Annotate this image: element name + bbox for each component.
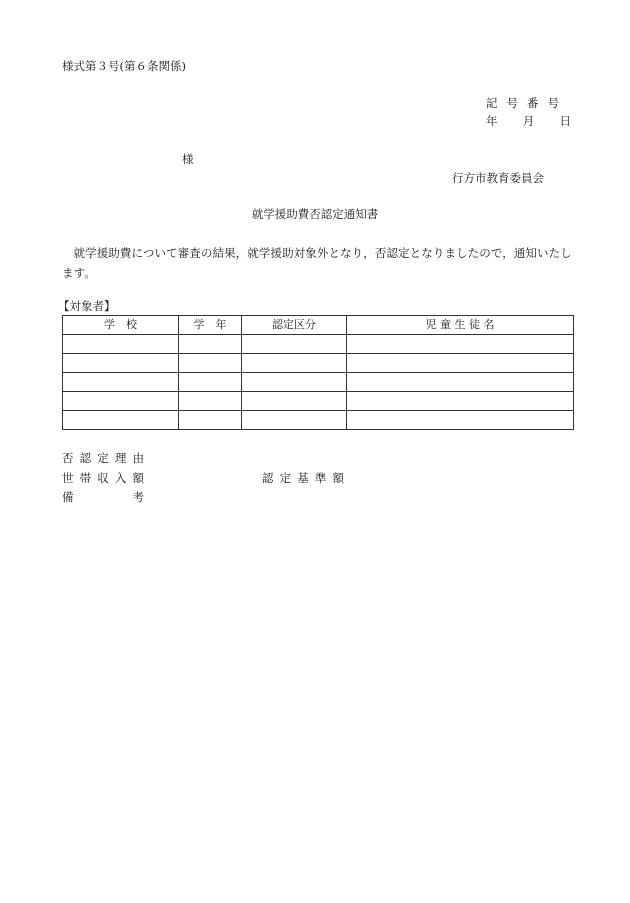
table-cell <box>347 354 574 373</box>
addressee-honorific: 様 <box>182 152 194 166</box>
column-header-school: 学 校 <box>63 316 179 335</box>
table-cell <box>242 373 347 392</box>
label-char: 由 <box>132 451 144 465</box>
table-row <box>63 411 574 430</box>
table-row <box>63 354 574 373</box>
label-char: 定 <box>279 471 292 485</box>
table-cell <box>242 411 347 430</box>
table-row <box>63 373 574 392</box>
table-cell <box>63 373 179 392</box>
table-cell <box>179 335 242 354</box>
label-char: 認 <box>262 471 274 485</box>
label-char: 準 <box>314 471 327 485</box>
table-cell <box>179 392 242 411</box>
column-header-category: 認定区分 <box>242 316 347 335</box>
label-char: 入 <box>114 471 127 485</box>
label-char: 額 <box>332 471 344 485</box>
day-char: 日 <box>559 114 571 128</box>
notes-label <box>62 491 144 505</box>
column-header-student-name: 児 童 生 徒 名 <box>347 316 574 335</box>
target-table <box>62 315 574 430</box>
label-char: 考 <box>132 490 144 504</box>
table-cell <box>63 354 179 373</box>
target-section-label: 【対象者】 <box>58 299 116 313</box>
table-cell <box>242 354 347 373</box>
label-char: 備 <box>62 490 74 504</box>
label-char: 額 <box>132 471 144 485</box>
table-cell <box>347 411 574 430</box>
month-char: 月 <box>522 114 535 128</box>
label-char: 理 <box>114 451 127 465</box>
table-cell <box>347 392 574 411</box>
table-row <box>63 335 574 354</box>
label-char: 基 <box>297 471 309 485</box>
document-body: 就学援助費について審査の結果，就学援助対象外となり，否認定となりましたので，通知いたします。 <box>62 246 572 280</box>
table-cell <box>242 335 347 354</box>
rejection-reason-label <box>62 452 144 466</box>
date-line <box>486 115 571 129</box>
table-cell <box>347 335 574 354</box>
approval-standard-label <box>262 472 344 486</box>
column-header-grade: 学 年 <box>179 316 242 335</box>
table-cell <box>179 411 242 430</box>
year-char: 年 <box>486 114 498 128</box>
table-cell <box>63 411 179 430</box>
label-char: 認 <box>79 451 92 465</box>
table-row <box>63 392 574 411</box>
table-header-row <box>63 316 574 335</box>
label-char: 収 <box>97 471 109 485</box>
record-number-label: 記号番号 <box>486 96 568 110</box>
table-cell <box>63 392 179 411</box>
issuer-name: 行方市教育委員会 <box>452 171 544 185</box>
household-income-label <box>62 472 144 486</box>
document-title: 就学援助費否認定通知書 <box>251 207 379 221</box>
label-char: 世 <box>62 471 74 485</box>
table-cell <box>347 373 574 392</box>
table-cell <box>179 354 242 373</box>
form-number: 様式第３号(第６条関係) <box>62 59 186 73</box>
table-cell <box>242 392 347 411</box>
table-cell <box>63 335 179 354</box>
label-char: 否 <box>62 451 74 465</box>
table-cell <box>179 373 242 392</box>
label-char: 帯 <box>79 471 92 485</box>
label-char: 定 <box>97 451 109 465</box>
